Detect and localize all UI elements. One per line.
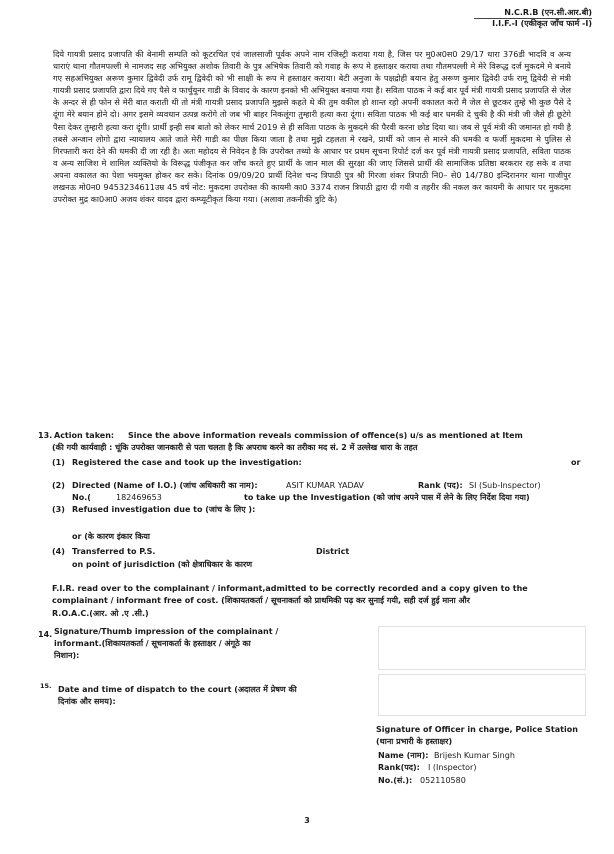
section-14-line-2: informant.(शिकायतकर्ता / सूचनाकर्ता के हस्ताक्षर / अंगूठे का	[54, 639, 251, 648]
officer-rank-label: Rank(पद):	[378, 763, 420, 772]
section-13-label: Action taken:	[54, 431, 115, 440]
io-rank-label: Rank (पद):	[418, 481, 463, 490]
section-15-line-1: Date and time of dispatch to the court (अदालत में प्रेषण की	[58, 685, 297, 694]
item-3-text: Refused investigation due to (जांच के लिए ):	[72, 505, 256, 514]
item-2-number: (2)	[52, 481, 65, 490]
io-no-label: No.(	[72, 493, 91, 502]
section-13-text: Since the above information reveals commission of offence(s) u/s as mentioned at Item	[128, 431, 523, 440]
section-14-line-3: निशान):	[54, 651, 80, 660]
item-4-text: Transferred to P.S.	[72, 547, 156, 556]
item-4-district: District	[316, 547, 350, 556]
section-15-line-2: दिनांक और समय):	[58, 697, 116, 706]
item-4-number: (4)	[52, 547, 65, 556]
fir-read-line-2: complainant / informant free of cost. (शिकायतकर्ता / सूचनाकर्ता को प्राथमिकी पढ़ कर सुनाई गयी, सही दर्ज हुई माना और	[52, 596, 470, 605]
item-3-hindi: or (के कारण इंकार किया	[72, 532, 150, 541]
io-no-value: 182469653	[116, 493, 162, 502]
officer-no-value: 052110580	[420, 776, 466, 785]
fir-roac: R.O.A.C.(आर. ओ .ए .सी.)	[52, 609, 149, 618]
officer-no-label: No.(सं.):	[378, 776, 413, 785]
item-3-number: (3)	[52, 505, 65, 514]
section-15-number: 15.	[40, 682, 52, 690]
officer-name-value: Brijesh Kumar Singh	[434, 751, 515, 760]
section-14-line-1: Signature/Thumb impression of the complainant /	[54, 627, 279, 636]
officer-name-label: Name (नाम):	[378, 751, 429, 760]
item-1-or: or	[571, 458, 581, 467]
section-14-number: 14.	[38, 630, 53, 639]
officer-rank-value: I (Inspector)	[428, 763, 477, 772]
item-1-number: (1)	[52, 458, 65, 467]
complainant-signature-box	[378, 626, 586, 670]
dispatch-datetime-box	[378, 674, 586, 716]
fir-read-line-1: F.I.R. read over to the complainant / informant,admitted to be correctly recorded and a copy given to the	[52, 584, 528, 593]
io-name-label: Directed (Name of I.O.) (जांच अधिकारी का नाम):	[72, 481, 258, 490]
section-13-hindi: (की गयी कार्यवाही : चूंकि उपरोक्त जानकारी से पता चलता है कि अपराध करने का तरीका मद सं. 2 में उल्लेख धारा के तहत	[52, 443, 418, 452]
form-header	[492, 7, 592, 29]
form-header-iif: I.I.F.-I (एकीकृत जाँच फार्म -I)	[492, 19, 592, 28]
officer-signature-title-hindi: (थाना प्रभारी के हस्ताक्षर)	[376, 737, 453, 746]
form-header-ncrb: N.C.R.B (एन.सी.आर.बी)	[504, 8, 592, 17]
page-number: 3	[304, 816, 310, 825]
section-13-number: 13.	[38, 431, 53, 440]
io-directive-text: to take up the Investigation (को जांच अपने पास में लेने के लिए निर्देश दिया गया)	[244, 493, 530, 502]
item-1-text: Registered the case and took up the investigation:	[72, 458, 302, 467]
header-rule	[474, 18, 592, 19]
officer-signature-title: Signature of Officer in charge, Police Station	[376, 725, 578, 734]
io-rank-value: SI (Sub-Inspector)	[469, 481, 541, 490]
complaint-text: दिये गायत्री प्रसाद प्रजापति की बेनामी सम्पति को कूटरचित एवं जालसाजी पूर्वक अपने नाम रजिस्ट्री कराया गया है, जिस पर मु0अ0स0 29/17 धारा 376डी भादवि व अन्य धाराएं थाना गौतमपल्ली मे नामजद सह अभियुक्त अशोक तिवारी के पुत्र अभिषेक तिवारी को गवाह के रूप मे हस्ताक्षर कराया तथा गौतमपल्ली मे मेरे विरूद्ध दर्ज मुकदमे मे बनाये गए सहअभियुक्त अरूण कुमार द्विवेदी उर्फ रामू द्विवेदी को भी साक्षी के रूप मे हस्ताक्षर कराया। बेटी अनुजा के पक्षद्रोही बयान हेतु अरूण कुमार द्विवेदी उर्फ रामू द्विवेदी से मंत्री गायत्री प्रसाद प्रजापति द्वारा दिये गए पैसे व फार्चुयूनर गाडी के विवाद के कारण इनको भी अभियुक्त बनाया गया है। सविता पाठक ने कई बार पूर्व मंत्री गायत्री प्रसाद प्रजापति से जेल के अन्दर से ही फोन से मेरी बात कराती थी तो मंत्री गायत्री प्रसाद प्रजापति मुझसे कहते थे की तुम वकील हो शान्त रहो अपनी वकालत करो मै जेल से छूटकर तुम्हे भी कुछ पैसे दे दूंगा मेरे बयान होने दो। अगर इसमे व्यवधान उत्पन्न करोगे तो जब भी बाहर निकलूंगा तुम्हारी हत्या करा दूंगा। सविता पाठक भी कई बार धमकी दे चुकी है की मंत्री जी जैसे ही छूटेगे पैसा देकर तुम्हारी हत्या करा दूंगी। प्रार्थी इन्ही सब बातो को लेकर मार्च 2019 से ही सविता पाठक के मुकदमे की पैरवी करना छोड दिया था। जब से पूर्व मंत्री की जमानत हो गयी है तबसे अन्जान लोगो द्वारा न्यायालय आते जाते मेरी गाडी का पीछा किया जाता है तथा मुझे टहलता मे रखने, प्रार्थी को जान से मारने की धमकी व फर्जी मुकदमा मे पुलिस से गिरफ्तारी करा देने की धमकी दी जा रही है। अतः महोदय से निवेदन है कि उपरोक्त तथ्यो के आधार पर प्रथम सूचना रिपोर्ट दर्ज कर पूर्व मंत्री गायत्री प्रसाद प्रजापति, सविता पाठक व अन्य साजिश मे शामिल व्यक्तियो के विरूद्ध पंजीकृत कर जाँच करते हुए प्रार्थी के जान माल की सुरक्षा की जाए जिससे प्रार्थी की सामाजिक प्रतिष्ठा बरकरार रह सके व तथा अपना वकालत का पेशा भयमुक्त होकर कर सके। दिनांक 09/09/20 प्रार्थी दिनेश चन्द त्रिपाठी पुत्र श्री गिरजा शंकर त्रिपाठी नि0– से0 14/780 इन्दिरानगर थाना गाजीपुर लखनऊ मो0न0 9453234611उम्र 45 वर्ष नोट: मुकदमा उपरोक्त की कायमी का0 3374 राजन त्रिपाठी द्वारा दी गयी व तहरीर की नकल कर कायमी के आधार पर मुकदमा उपरोक्त मुद्र का0आ0 अजय शंकर यादव द्वारा कम्प्यूटीकृत किया गया। (अलावा तकनीकी त्रुटि के)	[53, 49, 571, 205]
io-name-value: ASIT KUMAR YADAV	[286, 481, 364, 490]
item-4-jurisdiction: on point of jurisdiction (को क्षेत्राधिकार के कारण	[72, 560, 252, 569]
